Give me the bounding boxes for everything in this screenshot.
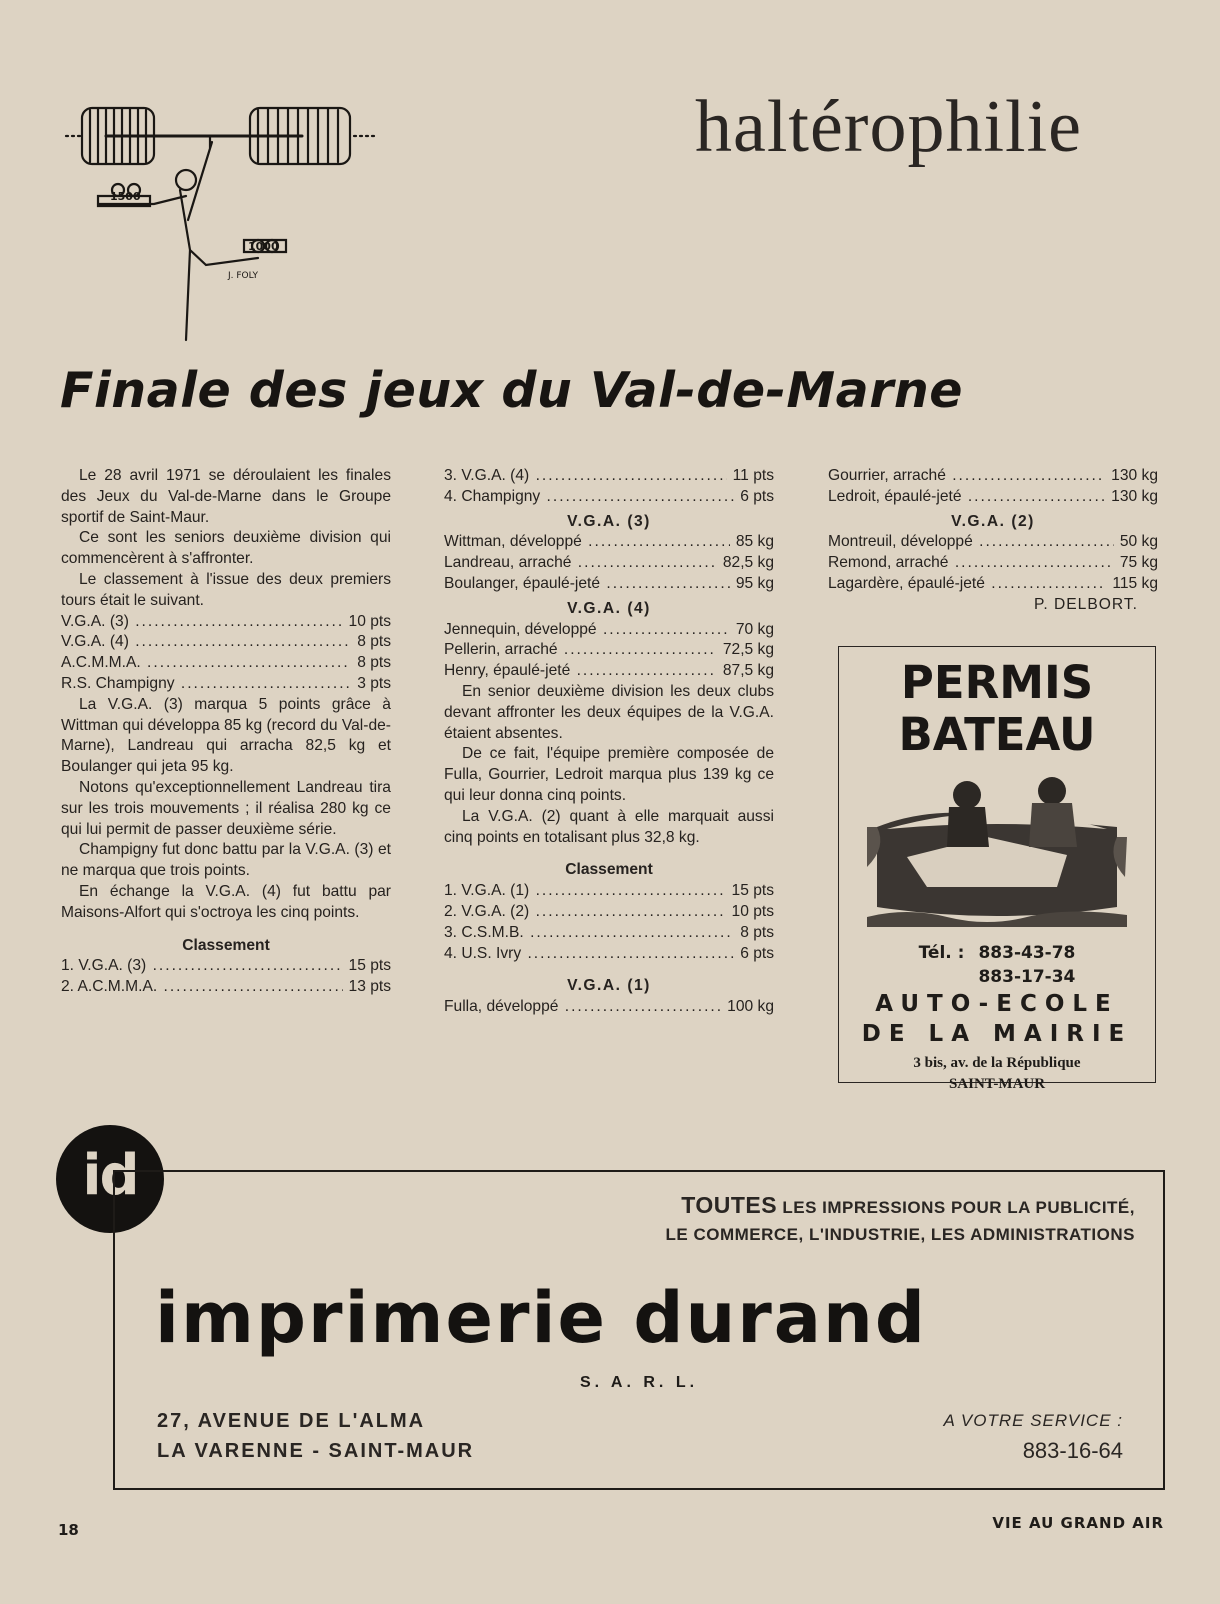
service-label: A VOTRE SERVICE : — [943, 1411, 1123, 1430]
cartoon-signature: J. FOLY — [228, 271, 258, 281]
paragraph: Champigny fut donc battu par la V.G.A. (3) et ne marqua que trois points. — [61, 841, 391, 880]
classement-row: 1. V.G.A. (3) ..... 15 pts — [61, 956, 391, 977]
address-line-1: 27, AVENUE DE L'ALMA — [157, 1410, 426, 1432]
paragraph: Le 28 avril 1971 se déroulaient les finales des Jeux du Val-de-Marne dans le Groupe sportif de Saint-Maur. — [61, 467, 391, 526]
classement-row: 2. A.C.M.M.A. ..... 13 pts — [61, 977, 391, 998]
phone-number-1: 883-43-78 — [978, 943, 1076, 963]
classement-row: 4. U.S. Ivry ..... 6 pts — [444, 944, 774, 965]
paragraph: La V.G.A. (2) quant à elle marquait aussi cinq points en totalisant plus 32,8 kg. — [444, 807, 774, 846]
article-column-2 — [444, 466, 774, 1018]
standings-row: A.C.M.M.A. ..... 8 pts — [61, 653, 391, 674]
classement-heading: Classement — [565, 861, 653, 879]
article-column-3 — [828, 466, 1158, 616]
result-row: Fulla, développé ..... 100 kg — [444, 997, 774, 1018]
classement-heading: Classement — [182, 936, 270, 954]
service-contact — [944, 1406, 1124, 1466]
team-heading: V.G.A. (3) — [567, 512, 651, 530]
school-name-line-2: DE LA MAIRIE — [861, 1021, 1133, 1047]
classement-row: 2. V.G.A. (2) ..... 10 pts — [444, 902, 774, 923]
team-heading: V.G.A. (2) — [951, 512, 1035, 530]
ad-tagline — [645, 1192, 1135, 1248]
weight-label-left: 1500 — [110, 190, 141, 203]
magazine-name: VIE AU GRAND AIR — [992, 1514, 1164, 1532]
address-line-2: LA VARENNE - SAINT-MAUR — [157, 1440, 475, 1462]
printer-phone: 883-16-64 — [1022, 1438, 1123, 1463]
result-row: Ledroit, épaulé-jeté ..... 130 kg — [828, 487, 1158, 508]
paragraph: Notons qu'exceptionnellement Landreau tira sur les trois mouvements ; il réalisa 280 kg ce qui lui permit de passer deuxième série. — [61, 778, 391, 838]
tagline-line-2: LE COMMERCE, L'INDUSTRIE, LES ADMINISTRATIONS — [665, 1225, 1135, 1244]
ad-title-line-2: BATEAU — [898, 708, 1096, 761]
page-number: 18 — [58, 1521, 79, 1539]
weight-label-right: 1000 — [248, 240, 279, 253]
paragraph: Le classement à l'issue des deux premiers tours était le suivant. — [61, 570, 391, 609]
classement-row: 3. C.S.M.B. ..... 8 pts — [444, 923, 774, 944]
classement-row: 4. Champigny ..... 6 pts — [444, 487, 774, 508]
weightlifter-cartoon — [58, 100, 388, 345]
result-row: Landreau, arraché ..... 82,5 kg — [444, 553, 774, 574]
school-name-line-1: AUTO-ECOLE — [875, 991, 1119, 1017]
legal-form: S. A. R. L. — [579, 1374, 699, 1391]
classement-row: 3. V.G.A. (4) ..... 11 pts — [444, 466, 774, 487]
tel-label: Tél. : — [918, 943, 965, 963]
tagline-rest: LES IMPRESSIONS POUR LA PUBLICITÉ, — [782, 1198, 1135, 1217]
paragraph: En échange la V.G.A. (4) fut battu par Maisons-Alfort qui s'octroya les cinq points. — [61, 882, 391, 921]
printer-address — [157, 1406, 474, 1466]
standings-row: V.G.A. (3) ..... 10 pts — [61, 612, 391, 633]
author-signature: P. DELBORT. — [1033, 595, 1138, 613]
tagline-word: TOUTES — [681, 1192, 778, 1218]
result-row: Jennequin, développé ..... 70 kg — [444, 620, 774, 641]
result-row: Pellerin, arraché ..... 72,5 kg — [444, 640, 774, 661]
school-city: SAINT-MAUR — [948, 1076, 1046, 1092]
paragraph: Ce sont les seniors deuxième division qui commencèrent à s'affronter. — [61, 529, 391, 568]
result-row: Gourrier, arraché ..... 130 kg — [828, 466, 1158, 487]
paragraph: En senior deuxième division les deux clubs devant affronter les deux équipes de la V.G.A. étaient absentes. — [444, 682, 774, 742]
paragraph: La V.G.A. (3) marqua 5 points grâce à Wittman qui développa 85 kg (record du Val-de-Marne), Landreau qui arracha 82,5 kg et Boulanger qui jeta 95 kg. — [61, 695, 391, 776]
permis-bateau-ad — [838, 646, 1156, 1092]
standings-row: R.S. Champigny ..... 3 pts — [61, 674, 391, 695]
ad-title-line-1: PERMIS — [900, 656, 1094, 709]
speedboat-illustration — [867, 767, 1127, 927]
team-heading: V.G.A. (4) — [567, 599, 651, 617]
team-heading: V.G.A. (1) — [567, 977, 651, 995]
school-address: 3 bis, av. de la République — [913, 1055, 1081, 1071]
section-title: haltérophilie — [695, 86, 1082, 168]
result-row: Henry, épaulé-jeté ..... 87,5 kg — [444, 661, 774, 682]
classement-row: 1. V.G.A. (1) ..... 15 pts — [444, 881, 774, 902]
printer-name: imprimerie durand — [155, 1277, 927, 1359]
article-column-1 — [61, 466, 391, 998]
id-logo-text: id — [82, 1143, 138, 1208]
result-row: Wittman, développé ..... 85 kg — [444, 532, 774, 553]
result-row: Lagardère, épaulé-jeté ..... 115 kg — [828, 574, 1158, 595]
paragraph: De ce fait, l'équipe première composée de Fulla, Gourrier, Ledroit marqua plus 139 kg ce qui leur donna cinq points. — [444, 745, 774, 804]
result-row: Montreuil, développé ..... 50 kg — [828, 532, 1158, 553]
result-row: Remond, arraché ..... 75 kg — [828, 553, 1158, 574]
phone-number-2: 883-17-34 — [978, 967, 1076, 987]
result-row: Boulanger, épaulé-jeté ..... 95 kg — [444, 574, 774, 595]
standings-row: V.G.A. (4) ..... 8 pts — [61, 632, 391, 653]
imprimerie-durand-ad — [113, 1170, 1165, 1490]
article-title: Finale des jeux du Val-de-Marne — [60, 362, 964, 419]
